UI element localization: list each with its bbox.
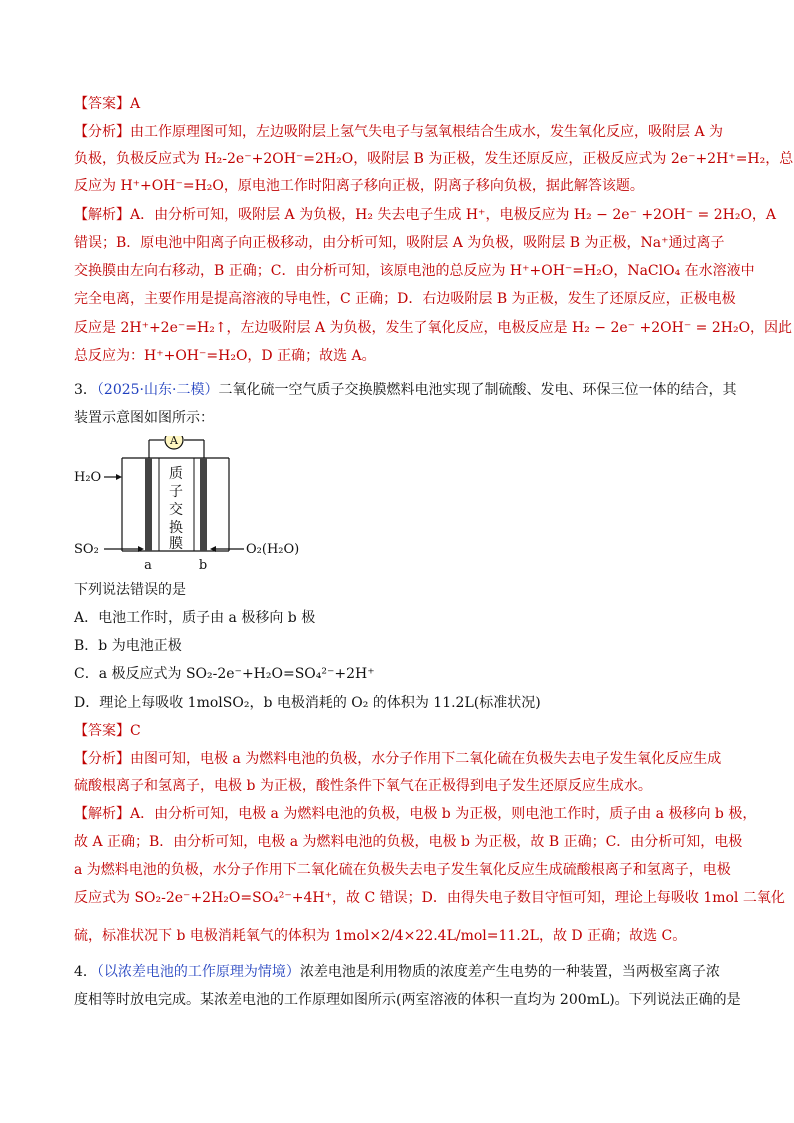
electrode-b bbox=[200, 458, 207, 551]
q3-detail-line-2: 故 A 正确；B．由分析可知，电极 a 为燃料电池的负极，电极 b 为正极，故 B 正确；C．由分析可知，电极 bbox=[74, 834, 743, 850]
q3-option-b: B．b 为电池正极 bbox=[74, 638, 182, 654]
q4-stem-line-1 bbox=[74, 962, 720, 982]
q3-detail-line-4: 反应式为 SO₂-2e⁻+2H₂O=SO₄²⁻+4H⁺，故 C 错误；D．由得失电子数目守恒可知，理论上每吸收 1mol 二氧化 bbox=[74, 890, 785, 906]
detail-text: A．由分析可知，电极 a 为燃料电池的负极，电极 b 为正极，则电池工作时，质子由 a 极移向 b 极， bbox=[130, 806, 757, 822]
q2-detail-line-4: 完全电离，主要作用是提高溶液的导电性，C 正确；D．右边吸附层 B 为正极，发生了还原反应，正极电极 bbox=[74, 291, 736, 307]
q2-detail-line-5: 反应是 2H⁺+2e⁻=H₂↑，左边吸附层 A 为负极，发生了氧化反应，电极反应是 H₂ − 2e⁻ +2OH⁻ = 2H₂O，因此 bbox=[74, 320, 793, 336]
q3-analysis-line-2: 硫酸根离子和氢离子，电极 b 为正极，酸性条件下氧气在正极得到电子发生还原反应生成水。 bbox=[74, 778, 652, 794]
fuel-cell-diagram bbox=[74, 436, 314, 576]
answer-value: C bbox=[130, 723, 141, 739]
ammeter-label: A bbox=[170, 436, 178, 447]
q3-stem-text: 二氧化硫一空气质子交换膜燃料电池实现了制硫酸、发电、环保三位一体的结合，其 bbox=[218, 382, 737, 398]
analysis-text: 由图可知，电极 a 为燃料电池的负极，水分子作用下二氧化硫在负极失去电子发生氧化反应生成 bbox=[130, 751, 722, 767]
electrode-b-label: b bbox=[198, 558, 208, 573]
q2-detail-line-1 bbox=[74, 205, 776, 225]
detail-text: A．由分析可知，吸附层 A 为负极，H₂ 失去电子生成 H⁺，电极反应为 H₂ − 2e⁻ +2OH⁻ = 2H₂O，A bbox=[130, 207, 777, 223]
q3-analysis-line-1 bbox=[74, 749, 721, 769]
detail-tag: 【解析】 bbox=[74, 207, 130, 223]
analysis-tag: 【分析】 bbox=[74, 751, 130, 767]
answer-value: A bbox=[130, 96, 141, 112]
q3-number: 3． bbox=[74, 382, 97, 398]
q2-detail-line-3: 交换膜由左向右移动，B 正确；C．由分析可知，该原电池的总反应为 H⁺+OH⁻=H₂O，NaClO₄ 在水溶液中 bbox=[74, 263, 755, 279]
q2-answer-line bbox=[74, 94, 140, 114]
q3-question: 下列说法错误的是 bbox=[74, 582, 186, 598]
q3-option-a: A．电池工作时，质子由 a 极移向 b 极 bbox=[74, 610, 316, 626]
answer-tag: 【答案】 bbox=[74, 723, 130, 739]
q3-detail-line-5: 硫，标准状况下 b 电极消耗氧气的体积为 1mol×2/4×22.4L/mol=11.2L，故 D 正确；故选 C。 bbox=[74, 928, 687, 944]
q2-detail-line-2: 错误；B．原电池中阳离子向正极移动，由分析可知，吸附层 A 为负极，吸附层 B 为正极，Na⁺通过离子 bbox=[74, 235, 725, 251]
h2o-input-label: H₂O bbox=[74, 470, 102, 485]
electrode-a-label: a bbox=[144, 558, 152, 573]
so2-input-label: SO₂ bbox=[74, 542, 99, 557]
membrane-char: 膜 bbox=[169, 536, 183, 552]
arrow-right-icon bbox=[116, 474, 122, 480]
q3-option-c: C．a 极反应式为 SO₂-2e⁻+H₂O=SO₄²⁻+2H⁺ bbox=[74, 666, 375, 682]
q3-detail-line-3: a 为燃料电池的负极，水分子作用下二氧化硫在负极失去电子发生氧化反应生成硫酸根离子和氢离子，电极 bbox=[74, 862, 731, 878]
o2-input-label: O₂(H₂O) bbox=[246, 542, 300, 557]
membrane-char: 子 bbox=[169, 484, 183, 500]
q2-detail-line-6: 总反应为：H⁺+OH⁻=H₂O，D 正确；故选 A。 bbox=[74, 348, 376, 364]
analysis-text: 由工作原理图可知，左边吸附层上氢气失电子与氢氧根结合生成水，发生氧化反应，吸附层 A 为 bbox=[130, 124, 724, 140]
detail-tag: 【解析】 bbox=[74, 806, 130, 822]
membrane-char: 换 bbox=[169, 520, 183, 536]
q2-analysis-line-3: 反应为 H⁺+OH⁻=H₂O，原电池工作时阳离子移向正极，阴离子移向负极，据此解答该题。 bbox=[74, 178, 644, 194]
membrane-char: 质 bbox=[169, 466, 183, 482]
electrode-a bbox=[145, 458, 152, 551]
q3-stem-line-1 bbox=[74, 380, 736, 400]
q3-source: （2025·山东·二模） bbox=[96, 382, 219, 398]
q4-source: （以浓差电池的工作原理为情境） bbox=[96, 964, 300, 980]
answer-tag: 【答案】 bbox=[74, 96, 130, 112]
q3-answer-line bbox=[74, 721, 141, 741]
q4-stem-line-2: 度相等时放电完成。某浓差电池的工作原理如图所示(两室溶液的体积一直均为 200mL)。下列说法正确的是 bbox=[74, 992, 741, 1008]
q2-analysis-line-1 bbox=[74, 122, 723, 142]
q3-detail-line-1 bbox=[74, 804, 756, 824]
membrane-char: 交 bbox=[169, 502, 183, 518]
analysis-tag: 【分析】 bbox=[74, 124, 130, 140]
q3-stem-line-2: 装置示意图如图所示： bbox=[74, 410, 214, 426]
q3-option-d: D．理论上每吸收 1molSO₂，b 电极消耗的 O₂ 的体积为 11.2L(标准状况) bbox=[74, 695, 541, 711]
q2-analysis-line-2: 负极，负极反应式为 H₂-2e⁻+2OH⁻=2H₂O，吸附层 B 为正极，发生还原反应，正极反应式为 2e⁻+2H⁺=H₂，总 bbox=[74, 151, 794, 167]
q4-stem-text: 浓差电池是利用物质的浓度差产生电势的一种装置，当两极室离子浓 bbox=[299, 964, 720, 980]
q4-number: 4． bbox=[74, 964, 97, 980]
